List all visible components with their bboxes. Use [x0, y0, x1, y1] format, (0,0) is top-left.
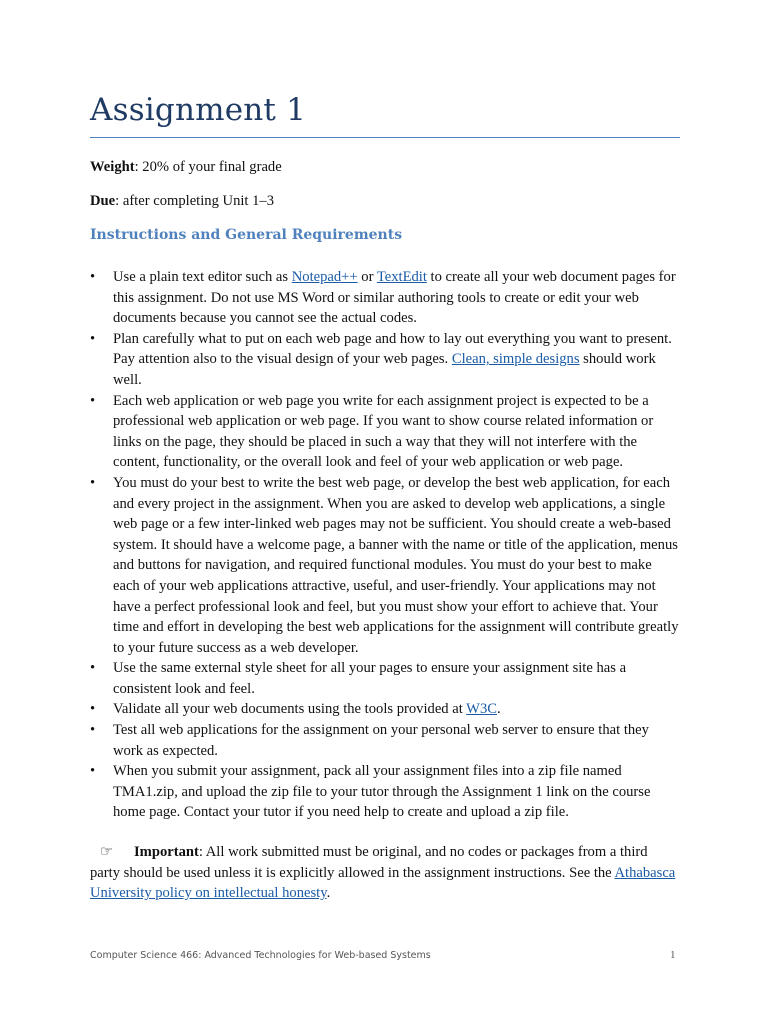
list-item — [90, 267, 680, 329]
item-text: or — [357, 269, 377, 285]
bullet-icon: • — [90, 701, 96, 718]
list-item — [90, 699, 680, 720]
list-item — [90, 473, 680, 658]
list-item — [90, 761, 680, 823]
list-item — [90, 658, 680, 699]
item-text: Validate all your web documents using the tools provided at — [113, 701, 467, 718]
item-text: Each web application or web page you write for each assignment project is expected to be a professional web application or web page. If you want to show course related information or links on the page, they should be placed in such a way that they will not interfere with the content, functionality, or the overall look and feel of your web application or web page. — [113, 392, 654, 471]
item-text: Use the same external style sheet for all your pages to ensure your assignment site has a consistent look and feel. — [113, 660, 627, 697]
bullet-icon: • — [90, 660, 96, 677]
clean-simple-designs-link[interactable]: Clean, simple designs — [451, 351, 580, 368]
page-title: Assignment 1 — [90, 92, 307, 128]
w3c-link[interactable]: W3C — [466, 701, 497, 718]
pointing-hand-icon: ☞ — [100, 844, 114, 860]
notepad-plus-plus-link[interactable]: Notepad++ — [291, 269, 358, 285]
important-end: . — [326, 885, 331, 902]
page-number: 1 — [670, 949, 676, 961]
due-line — [90, 192, 274, 210]
weight-line — [90, 158, 282, 176]
list-item — [90, 720, 680, 761]
textedit-link[interactable]: TextEdit — [376, 269, 427, 285]
important-text: : All work submitted must be original, and no codes or packages from a third party should be used unless it is explicitly allowed in the assignment instructions. See the — [90, 844, 648, 881]
due-value: : after completing Unit 1–3 — [115, 193, 275, 209]
list-item — [90, 391, 680, 473]
important-note — [90, 842, 680, 904]
item-text: Plan carefully what to put on each web page and how to lay out everything you want to present. Pay attention also to the visual design of your web pages. — [113, 330, 672, 368]
item-text: Use a plain text editor such as — [113, 269, 292, 285]
item-text: to create all your web document pages for this assignment. Do not use MS Word or similar authoring tools to create or edit your web documents because you cannot see the actual codes. — [113, 269, 676, 327]
bullet-icon: • — [90, 269, 96, 285]
bullet-icon: • — [90, 474, 96, 491]
item-text: . — [496, 701, 501, 718]
due-label: Due — [90, 193, 116, 209]
weight-label: Weight — [90, 159, 135, 175]
list-item — [90, 329, 680, 391]
section-heading: Instructions and General Requirements — [90, 227, 403, 243]
bullet-icon: • — [90, 330, 96, 347]
item-text: should work well. — [113, 351, 656, 388]
title-divider — [90, 137, 680, 138]
important-label: Important — [134, 844, 199, 860]
footer-course: Computer Science 466: Advanced Technologies for Web-based Systems — [90, 950, 431, 961]
bullet-icon: • — [90, 392, 96, 409]
item-text: When you submit your assignment, pack all your assignment files into a zip file named TMA1.zip, and upload the zip file to your tutor through the Assignment 1 link on the course home page. Contact your tutor if you need help to create and upload a zip file. — [113, 763, 651, 821]
bullet-icon: • — [90, 722, 96, 739]
item-text: You must do your best to write the best web page, or develop the best web application, for each and every project in the assignment. When you are asked to develop web applications, a single web page or a few inter-linked web pages may not be sufficient. You should create a web-based system. It should have a welcome page, a banner with the name or title of the application, menus and buttons for navigation, and required functional modules. You must do your best to make each of your web applications attractive, useful, and user-friendly. Your applications may not have a perfect professional look and feel, but you must show your effort to achieve that. Your time and effort in developing the best web applications for the assignment will contribute greatly to your future success as a web developer. — [113, 474, 679, 656]
weight-value: : 20% of your final grade — [134, 159, 282, 175]
intellectual-honesty-policy-link[interactable]: Athabasca University policy on intellectual honesty — [90, 864, 676, 902]
requirements-list — [90, 267, 680, 823]
item-text: Test all web applications for the assignment on your personal web server to ensure that they work as expected. — [113, 722, 649, 759]
bullet-icon: • — [90, 763, 96, 780]
